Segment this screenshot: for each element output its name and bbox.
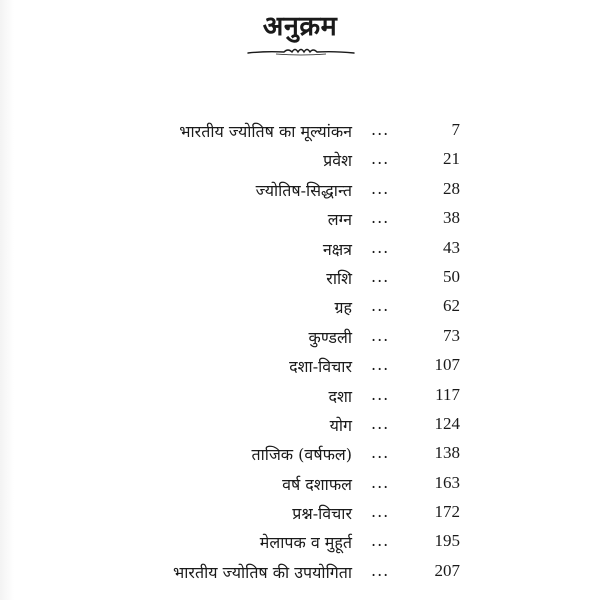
decorative-flourish-icon	[246, 44, 356, 58]
toc-page-number: 117	[435, 384, 460, 404]
toc-entry-title: राशि	[326, 268, 352, 288]
toc-leader-dots: ...	[371, 413, 390, 433]
toc-leader-dots: ...	[371, 472, 390, 492]
toc-page-number: 172	[434, 502, 460, 522]
toc-page-number: 21	[443, 149, 460, 169]
toc-entry	[0, 353, 600, 382]
toc-entry	[0, 441, 600, 470]
toc-entry	[0, 559, 600, 588]
toc-entry-title: मेलापक व मुहूर्त	[259, 533, 352, 553]
toc-entry	[0, 471, 600, 500]
toc-page-number: 207	[434, 560, 460, 580]
toc-entry	[0, 147, 600, 176]
toc-entry-title: ग्रह	[334, 298, 352, 318]
toc-entry-title: वर्ष दशाफल	[282, 474, 352, 494]
toc-leader-dots: ...	[371, 237, 390, 257]
toc-leader-dots: ...	[371, 355, 390, 375]
toc-entry-title: ज्योतिष-सिद्धान्त	[255, 180, 352, 200]
toc-entry-title: योग	[329, 415, 352, 435]
toc-entry-title: भारतीय ज्योतिष की उपयोगिता	[173, 562, 352, 582]
page-title: अनुक्रम	[262, 11, 338, 42]
toc-leader-dots: ...	[371, 120, 390, 139]
toc-leader-dots: ...	[371, 531, 390, 551]
toc-entry	[0, 236, 600, 265]
toc-page-number: 7	[451, 120, 460, 139]
toc-leader-dots: ...	[371, 443, 390, 463]
toc-entry	[0, 118, 600, 147]
toc-entry	[0, 324, 600, 353]
toc-entry	[0, 294, 600, 323]
toc-entry	[0, 412, 600, 441]
toc-entry-title: दशा-विचार	[289, 357, 352, 377]
toc-leader-dots: ...	[371, 296, 390, 316]
table-of-contents	[0, 118, 600, 588]
toc-entry	[0, 206, 600, 235]
toc-page-number: 38	[443, 208, 460, 228]
toc-page-number: 62	[443, 296, 460, 316]
toc-entry-title: लग्न	[327, 210, 352, 230]
toc-leader-dots: ...	[371, 266, 390, 286]
toc-leader-dots: ...	[371, 384, 390, 404]
toc-page-number: 195	[434, 531, 460, 551]
toc-page-number: 50	[443, 266, 460, 286]
toc-entry	[0, 383, 600, 412]
toc-leader-dots: ...	[371, 560, 390, 580]
toc-page-number: 124	[434, 413, 460, 433]
toc-entry-title: नक्षत्र	[322, 239, 352, 259]
toc-entry-title: प्रवेश	[323, 151, 352, 171]
toc-leader-dots: ...	[371, 149, 390, 169]
toc-entry	[0, 529, 600, 558]
toc-entry	[0, 265, 600, 294]
toc-entry-title: प्रश्न-विचार	[292, 504, 352, 524]
toc-entry-title: ताजिक (वर्षफल)	[251, 445, 352, 465]
toc-page-number: 163	[434, 472, 460, 492]
toc-leader-dots: ...	[371, 502, 390, 522]
toc-entry	[0, 177, 600, 206]
toc-page-number: 107	[434, 355, 460, 375]
toc-leader-dots: ...	[371, 208, 390, 228]
toc-page-number: 73	[443, 325, 460, 345]
toc-leader-dots: ...	[371, 178, 390, 198]
toc-page-number: 43	[443, 237, 460, 257]
toc-entry-title: कुण्डली	[308, 327, 352, 347]
toc-entry-title: भारतीय ज्योतिष का मूल्यांकन	[179, 122, 352, 141]
toc-page-number: 28	[443, 178, 460, 198]
toc-entry-title: दशा	[328, 386, 352, 406]
toc-leader-dots: ...	[371, 325, 390, 345]
toc-entry	[0, 500, 600, 529]
toc-page-number: 138	[434, 443, 460, 463]
